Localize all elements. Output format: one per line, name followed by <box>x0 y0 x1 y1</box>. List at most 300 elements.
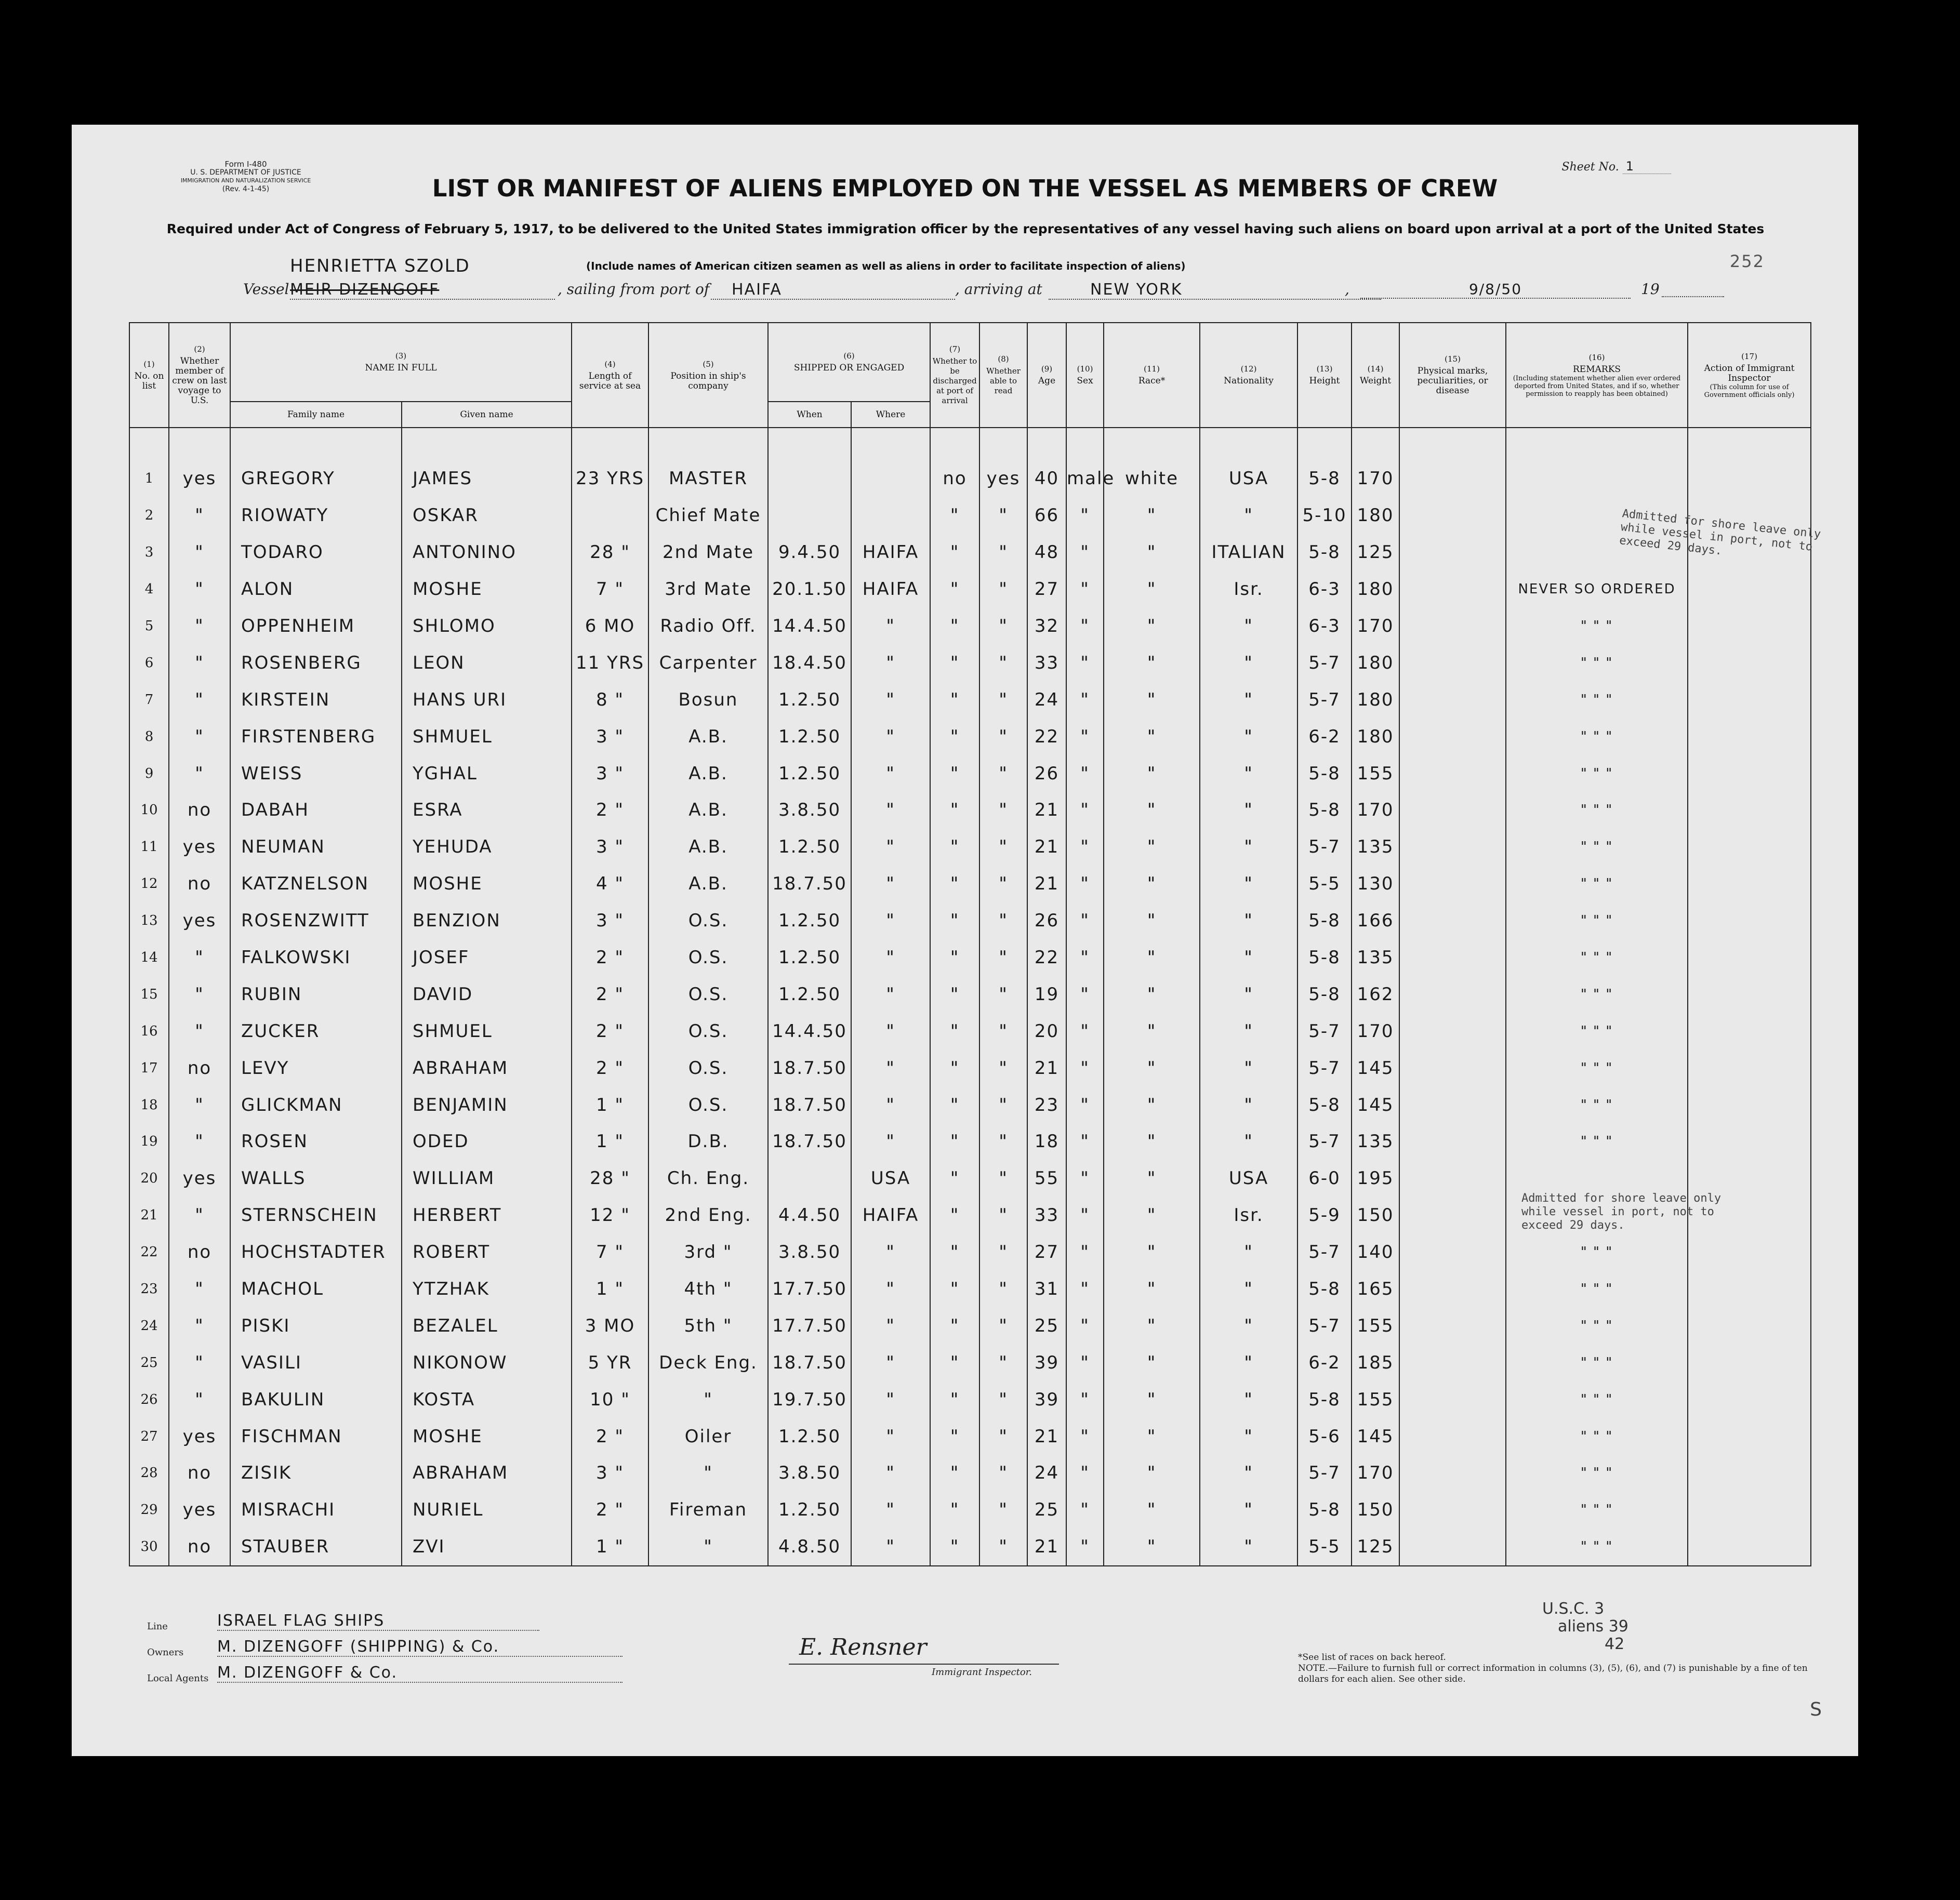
physical-marks-cell <box>1399 1381 1506 1418</box>
discharged-cell: " <box>930 1529 979 1566</box>
remarks-cell: " " " <box>1506 1234 1688 1271</box>
row-number-cell: 21 <box>129 1197 169 1234</box>
race-cell: " <box>1104 497 1200 534</box>
remarks-cell: " " " <box>1506 1123 1688 1160</box>
last-voyage-cell: " <box>169 1381 230 1418</box>
shipped-when-cell: 4.8.50 <box>768 1529 851 1566</box>
given-name-cell: NIKONOW <box>402 1344 572 1381</box>
remarks-cell: " " " <box>1506 644 1688 681</box>
weight-cell: 155 <box>1352 1381 1399 1418</box>
height-cell: 5-7 <box>1297 829 1352 866</box>
col-header-race: (11) Race* <box>1104 323 1200 428</box>
nationality-cell: " <box>1200 902 1297 939</box>
row-number-cell: 29 <box>129 1492 169 1529</box>
able-to-read-cell: " <box>979 1492 1027 1529</box>
sex-cell: " <box>1066 902 1104 939</box>
service-length-cell: 5 YR <box>572 1344 648 1381</box>
last-voyage-cell: yes <box>169 460 230 497</box>
able-to-read-cell: " <box>979 829 1027 866</box>
table-row <box>129 939 1811 976</box>
discharged-cell: " <box>930 755 979 792</box>
col-header-action: (17) Action of Immigrant Inspector (This column for use of Government officials only) <box>1688 323 1811 428</box>
shipped-when-cell: 3.8.50 <box>768 1234 851 1271</box>
discharged-cell: " <box>930 1197 979 1234</box>
form-revision: (Rev. 4-1-45) <box>222 185 270 193</box>
inspector-label: Immigrant Inspector. <box>932 1667 1032 1678</box>
shipped-where-cell: " <box>851 755 930 792</box>
height-cell: 6-2 <box>1297 1344 1352 1381</box>
last-voyage-cell: " <box>169 718 230 755</box>
position-cell: 2nd Mate <box>648 534 768 571</box>
table-row <box>129 976 1811 1013</box>
row-number-cell: 30 <box>129 1529 169 1566</box>
discharged-cell: " <box>930 1160 979 1197</box>
shipped-when-cell: 14.4.50 <box>768 608 851 645</box>
penalty-note <box>1298 1652 1828 1685</box>
shipped-where-cell: " <box>851 1049 930 1086</box>
remarks-cell: " " " <box>1506 1049 1688 1086</box>
nationality-cell: " <box>1200 829 1297 866</box>
inspector-action-cell <box>1688 829 1811 866</box>
shipped-when-cell: 1.2.50 <box>768 755 851 792</box>
shipped-where-cell: " <box>851 1344 930 1381</box>
crew-table <box>129 322 1811 1566</box>
service-length-cell: 6 MO <box>572 608 648 645</box>
discharged-cell: " <box>930 939 979 976</box>
last-voyage-cell: no <box>169 792 230 829</box>
shipped-when-cell <box>768 497 851 534</box>
physical-marks-cell <box>1399 902 1506 939</box>
remarks-cell: " " " <box>1506 1013 1688 1049</box>
physical-marks-cell <box>1399 1529 1506 1566</box>
height-cell: 5-8 <box>1297 1492 1352 1529</box>
col-header-weight: (14) Weight <box>1352 323 1399 428</box>
sex-cell: " <box>1066 644 1104 681</box>
shipped-where-cell: " <box>851 608 930 645</box>
inspector-action-cell <box>1688 1013 1811 1049</box>
inspector-action-cell <box>1688 1455 1811 1492</box>
position-cell: O.S. <box>648 976 768 1013</box>
shipped-when-cell: 17.7.50 <box>768 1271 851 1308</box>
col-header-height: (13) Height <box>1297 323 1352 428</box>
race-cell: " <box>1104 1455 1200 1492</box>
sex-cell: " <box>1066 1013 1104 1049</box>
discharged-cell: " <box>930 1086 979 1123</box>
physical-marks-cell <box>1399 571 1506 608</box>
age-cell: 48 <box>1027 534 1066 571</box>
height-cell: 5-7 <box>1297 1013 1352 1049</box>
family-name-cell: WEISS <box>230 755 402 792</box>
discharged-cell: " <box>930 1492 979 1529</box>
shipped-when-cell: 20.1.50 <box>768 571 851 608</box>
service-length-cell: 7 " <box>572 1234 648 1271</box>
shipped-where-cell: " <box>851 902 930 939</box>
weight-cell: 125 <box>1352 534 1399 571</box>
nationality-cell: " <box>1200 792 1297 829</box>
weight-cell: 170 <box>1352 1455 1399 1492</box>
age-cell: 19 <box>1027 976 1066 1013</box>
service-length-cell: 2 " <box>572 1049 648 1086</box>
given-name-cell: ZVI <box>402 1529 572 1566</box>
last-voyage-cell: " <box>169 976 230 1013</box>
race-cell: " <box>1104 1344 1200 1381</box>
given-name-cell: SHLOMO <box>402 608 572 645</box>
port-to: NEW YORK <box>1049 281 1381 300</box>
sex-cell: " <box>1066 718 1104 755</box>
col-header-when: When <box>768 402 851 428</box>
nationality-cell: " <box>1200 608 1297 645</box>
col-header-shipped: (6) SHIPPED OR ENGAGED <box>768 323 930 402</box>
position-cell: A.B. <box>648 718 768 755</box>
age-cell: 24 <box>1027 681 1066 718</box>
family-name-cell: STAUBER <box>230 1529 402 1566</box>
row-number-cell: 23 <box>129 1271 169 1308</box>
height-cell: 6-2 <box>1297 718 1352 755</box>
able-to-read-cell: " <box>979 902 1027 939</box>
physical-marks-cell <box>1399 608 1506 645</box>
row-number-cell: 24 <box>129 1307 169 1344</box>
col-header-sex: (10) Sex <box>1066 323 1104 428</box>
shipped-where-cell: USA <box>851 1160 930 1197</box>
shipped-when-cell: 1.2.50 <box>768 939 851 976</box>
table-row <box>129 534 1811 571</box>
age-cell: 23 <box>1027 1086 1066 1123</box>
service-length-cell: 11 YRS <box>572 644 648 681</box>
age-cell: 33 <box>1027 1197 1066 1234</box>
physical-marks-cell <box>1399 1344 1506 1381</box>
nationality-cell: Isr. <box>1200 1197 1297 1234</box>
discharged-cell: " <box>930 1381 979 1418</box>
tally-usc: U.S.C. 3 <box>1542 1600 1605 1618</box>
able-to-read-cell: " <box>979 792 1027 829</box>
position-cell: O.S. <box>648 1049 768 1086</box>
age-cell: 24 <box>1027 1455 1066 1492</box>
shipped-when-cell: 1.2.50 <box>768 902 851 939</box>
race-cell: " <box>1104 608 1200 645</box>
nationality-cell: " <box>1200 1271 1297 1308</box>
family-name-cell: MISRACHI <box>230 1492 402 1529</box>
vessel-name: HENRIETTA SZOLD <box>290 256 470 276</box>
able-to-read-cell: " <box>979 976 1027 1013</box>
service-length-cell: 3 " <box>572 829 648 866</box>
weight-cell: 140 <box>1352 1234 1399 1271</box>
race-cell: " <box>1104 1049 1200 1086</box>
race-cell: " <box>1104 1013 1200 1049</box>
shipped-where-cell: " <box>851 681 930 718</box>
shipped-where-cell: " <box>851 792 930 829</box>
remarks-cell: " " " <box>1506 1307 1688 1344</box>
family-name-cell: NEUMAN <box>230 829 402 866</box>
sex-cell: " <box>1066 608 1104 645</box>
service-length-cell: 2 " <box>572 939 648 976</box>
height-cell: 5-8 <box>1297 460 1352 497</box>
last-voyage-cell: " <box>169 608 230 645</box>
service-length-cell: 2 " <box>572 792 648 829</box>
age-cell: 20 <box>1027 1013 1066 1049</box>
inspector-action-cell <box>1688 1492 1811 1529</box>
table-row <box>129 1013 1811 1049</box>
weight-cell: 125 <box>1352 1529 1399 1566</box>
last-voyage-cell: no <box>169 1049 230 1086</box>
shipped-when-cell: 1.2.50 <box>768 976 851 1013</box>
last-voyage-cell: no <box>169 1529 230 1566</box>
sex-cell: " <box>1066 1197 1104 1234</box>
shipped-when-cell: 9.4.50 <box>768 534 851 571</box>
age-cell: 33 <box>1027 644 1066 681</box>
physical-marks-cell <box>1399 1271 1506 1308</box>
weight-cell: 162 <box>1352 976 1399 1013</box>
row-number-cell: 25 <box>129 1344 169 1381</box>
page-mark: S <box>1810 1699 1822 1720</box>
table-row <box>129 608 1811 645</box>
given-name-cell: ANTONINO <box>402 534 572 571</box>
shipped-when-cell <box>768 1160 851 1197</box>
position-cell: A.B. <box>648 829 768 866</box>
able-to-read-cell: " <box>979 571 1027 608</box>
nationality-cell: " <box>1200 1455 1297 1492</box>
weight-cell: 180 <box>1352 571 1399 608</box>
weight-cell: 145 <box>1352 1049 1399 1086</box>
table-row <box>129 1455 1811 1492</box>
table-row <box>129 866 1811 902</box>
physical-marks-cell <box>1399 1160 1506 1197</box>
height-cell: 5-6 <box>1297 1418 1352 1455</box>
manifest-sheet <box>72 125 1858 1756</box>
service-length-cell <box>572 497 648 534</box>
service-length-cell: 7 " <box>572 571 648 608</box>
nationality-cell: " <box>1200 1049 1297 1086</box>
family-name-cell: KIRSTEIN <box>230 681 402 718</box>
physical-marks-cell <box>1399 829 1506 866</box>
inspector-action-cell <box>1688 1307 1811 1344</box>
last-voyage-cell: " <box>169 1344 230 1381</box>
physical-marks-cell <box>1399 1455 1506 1492</box>
race-cell: " <box>1104 976 1200 1013</box>
age-cell: 22 <box>1027 718 1066 755</box>
nationality-cell: " <box>1200 1492 1297 1529</box>
table-row <box>129 497 1811 534</box>
race-cell: " <box>1104 1307 1200 1344</box>
sailing-label: , sailing from port of <box>558 281 710 298</box>
nationality-cell: ITALIAN <box>1200 534 1297 571</box>
inspector-action-cell <box>1688 718 1811 755</box>
service-length-cell: 12 " <box>572 1197 648 1234</box>
shipped-when-cell: 18.7.50 <box>768 1086 851 1123</box>
age-cell: 21 <box>1027 1418 1066 1455</box>
shipped-where-cell: " <box>851 1418 930 1455</box>
agents-value: M. DIZENGOFF & Co. <box>217 1664 623 1683</box>
race-cell: " <box>1104 1492 1200 1529</box>
row-number-cell: 15 <box>129 976 169 1013</box>
service-length-cell: 1 " <box>572 1086 648 1123</box>
discharged-cell: " <box>930 681 979 718</box>
sex-cell: " <box>1066 1271 1104 1308</box>
shipped-when-cell: 18.7.50 <box>768 1344 851 1381</box>
date-comma: , <box>1345 281 1349 298</box>
weight-cell: 180 <box>1352 497 1399 534</box>
shipped-where-cell: " <box>851 1271 930 1308</box>
shipped-where-cell: HAIFA <box>851 534 930 571</box>
shipped-where-cell: " <box>851 1455 930 1492</box>
race-cell: " <box>1104 866 1200 902</box>
position-cell: D.B. <box>648 1123 768 1160</box>
position-cell: 4th " <box>648 1271 768 1308</box>
remarks-cell: " " " <box>1506 1086 1688 1123</box>
page-subtitle: Required under Act of Congress of February 5, 1917, to be delivered to the United States immigration officer by the representatives of any vessel having such aliens on board upon arrival at a port of the United States <box>166 221 1765 236</box>
table-row <box>129 1381 1811 1418</box>
service-length-cell: 2 " <box>572 1418 648 1455</box>
manifest-footer <box>72 1600 1858 1740</box>
nationality-cell: " <box>1200 1123 1297 1160</box>
service-length-cell: 3 " <box>572 902 648 939</box>
given-name-cell: NURIEL <box>402 1492 572 1529</box>
shipped-where-cell <box>851 497 930 534</box>
weight-cell: 155 <box>1352 755 1399 792</box>
shipped-when-cell: 19.7.50 <box>768 1381 851 1418</box>
race-cell: " <box>1104 571 1200 608</box>
family-name-cell: ROSENBERG <box>230 644 402 681</box>
shipped-where-cell: " <box>851 939 930 976</box>
age-cell: 21 <box>1027 1529 1066 1566</box>
nationality-cell: USA <box>1200 1160 1297 1197</box>
remarks-cell: " " " <box>1506 829 1688 866</box>
service-length-cell: 2 " <box>572 976 648 1013</box>
inspector-action-cell <box>1688 1086 1811 1123</box>
shipped-where-cell: " <box>851 1123 930 1160</box>
race-cell: " <box>1104 1123 1200 1160</box>
discharged-cell: " <box>930 829 979 866</box>
discharged-cell: " <box>930 571 979 608</box>
row-number-cell: 2 <box>129 497 169 534</box>
race-cell: " <box>1104 829 1200 866</box>
service-length-cell: 1 " <box>572 1271 648 1308</box>
last-voyage-cell: " <box>169 1197 230 1234</box>
remarks-cell: " " " <box>1506 1381 1688 1418</box>
remarks-cell: " " " <box>1506 608 1688 645</box>
position-cell: 3rd Mate <box>648 571 768 608</box>
able-to-read-cell: " <box>979 1123 1027 1160</box>
inspector-signature: E. Rensner <box>799 1634 927 1660</box>
nationality-cell: " <box>1200 1234 1297 1271</box>
age-cell: 40 <box>1027 460 1066 497</box>
remarks-cell: " " " <box>1506 1492 1688 1529</box>
sex-cell: " <box>1066 1307 1104 1344</box>
family-name-cell: ROSEN <box>230 1123 402 1160</box>
family-name-cell: FIRSTENBERG <box>230 718 402 755</box>
age-cell: 25 <box>1027 1492 1066 1529</box>
sex-cell: " <box>1066 681 1104 718</box>
physical-marks-cell <box>1399 1307 1506 1344</box>
sex-cell: " <box>1066 939 1104 976</box>
height-cell: 5-10 <box>1297 497 1352 534</box>
table-row <box>129 1492 1811 1529</box>
age-cell: 27 <box>1027 1234 1066 1271</box>
discharged-cell: " <box>930 1013 979 1049</box>
physical-marks-cell <box>1399 792 1506 829</box>
sheet-number <box>1562 159 1672 174</box>
weight-cell: 165 <box>1352 1271 1399 1308</box>
remarks-cell: " " " <box>1506 902 1688 939</box>
table-row <box>129 1307 1811 1344</box>
last-voyage-cell: " <box>169 571 230 608</box>
weight-cell: 145 <box>1352 1086 1399 1123</box>
able-to-read-cell: " <box>979 1455 1027 1492</box>
family-name-cell: DABAH <box>230 792 402 829</box>
given-name-cell: WILLIAM <box>402 1160 572 1197</box>
inspector-action-cell <box>1688 1381 1811 1418</box>
last-voyage-cell: " <box>169 681 230 718</box>
sex-cell: " <box>1066 1123 1104 1160</box>
last-voyage-cell: " <box>169 1307 230 1344</box>
given-name-cell: OSKAR <box>402 497 572 534</box>
able-to-read-cell: " <box>979 1049 1027 1086</box>
position-cell: " <box>648 1455 768 1492</box>
weight-cell: 166 <box>1352 902 1399 939</box>
table-row <box>129 1529 1811 1566</box>
last-voyage-cell: yes <box>169 829 230 866</box>
row-number-cell: 1 <box>129 460 169 497</box>
inspector-action-cell <box>1688 902 1811 939</box>
inspector-action-cell <box>1688 1049 1811 1086</box>
position-cell: A.B. <box>648 866 768 902</box>
family-name-cell: FALKOWSKI <box>230 939 402 976</box>
sheet-number-label: Sheet No. <box>1561 161 1619 174</box>
service-length-cell: 2 " <box>572 1013 648 1049</box>
last-voyage-cell: yes <box>169 902 230 939</box>
height-cell: 5-8 <box>1297 1271 1352 1308</box>
discharged-cell: " <box>930 1234 979 1271</box>
height-cell: 5-9 <box>1297 1197 1352 1234</box>
last-voyage-cell: no <box>169 1234 230 1271</box>
physical-marks-cell <box>1399 755 1506 792</box>
discharged-cell: " <box>930 1271 979 1308</box>
position-cell: O.S. <box>648 902 768 939</box>
position-cell: Carpenter <box>648 644 768 681</box>
remarks-cell: " " " <box>1506 1529 1688 1566</box>
discharged-cell: " <box>930 902 979 939</box>
race-cell: " <box>1104 1197 1200 1234</box>
age-cell: 21 <box>1027 829 1066 866</box>
last-voyage-cell: no <box>169 866 230 902</box>
last-voyage-cell: " <box>169 755 230 792</box>
physical-marks-cell <box>1399 1123 1506 1160</box>
nationality-cell: Isr. <box>1200 571 1297 608</box>
owners-label: Owners <box>147 1647 184 1658</box>
nationality-cell: " <box>1200 1307 1297 1344</box>
race-cell: " <box>1104 1234 1200 1271</box>
col-header-read: (8) Whether able to read <box>979 323 1027 428</box>
shipped-where-cell: " <box>851 1307 930 1344</box>
race-cell: " <box>1104 644 1200 681</box>
family-name-cell: HOCHSTADTER <box>230 1234 402 1271</box>
sex-cell: " <box>1066 755 1104 792</box>
able-to-read-cell: " <box>979 1418 1027 1455</box>
table-row <box>129 1123 1811 1160</box>
service-length-cell: 3 " <box>572 1455 648 1492</box>
shipped-when-cell: 3.8.50 <box>768 1455 851 1492</box>
able-to-read-cell: " <box>979 1381 1027 1418</box>
last-voyage-cell: no <box>169 1455 230 1492</box>
inspector-action-cell <box>1688 976 1811 1013</box>
position-cell: 3rd " <box>648 1234 768 1271</box>
table-row <box>129 829 1811 866</box>
family-name-cell: FISCHMAN <box>230 1418 402 1455</box>
shipped-where-cell: " <box>851 829 930 866</box>
given-name-cell: MOSHE <box>402 571 572 608</box>
last-voyage-cell: " <box>169 939 230 976</box>
row-number-cell: 28 <box>129 1455 169 1492</box>
shipped-when-cell: 1.2.50 <box>768 718 851 755</box>
